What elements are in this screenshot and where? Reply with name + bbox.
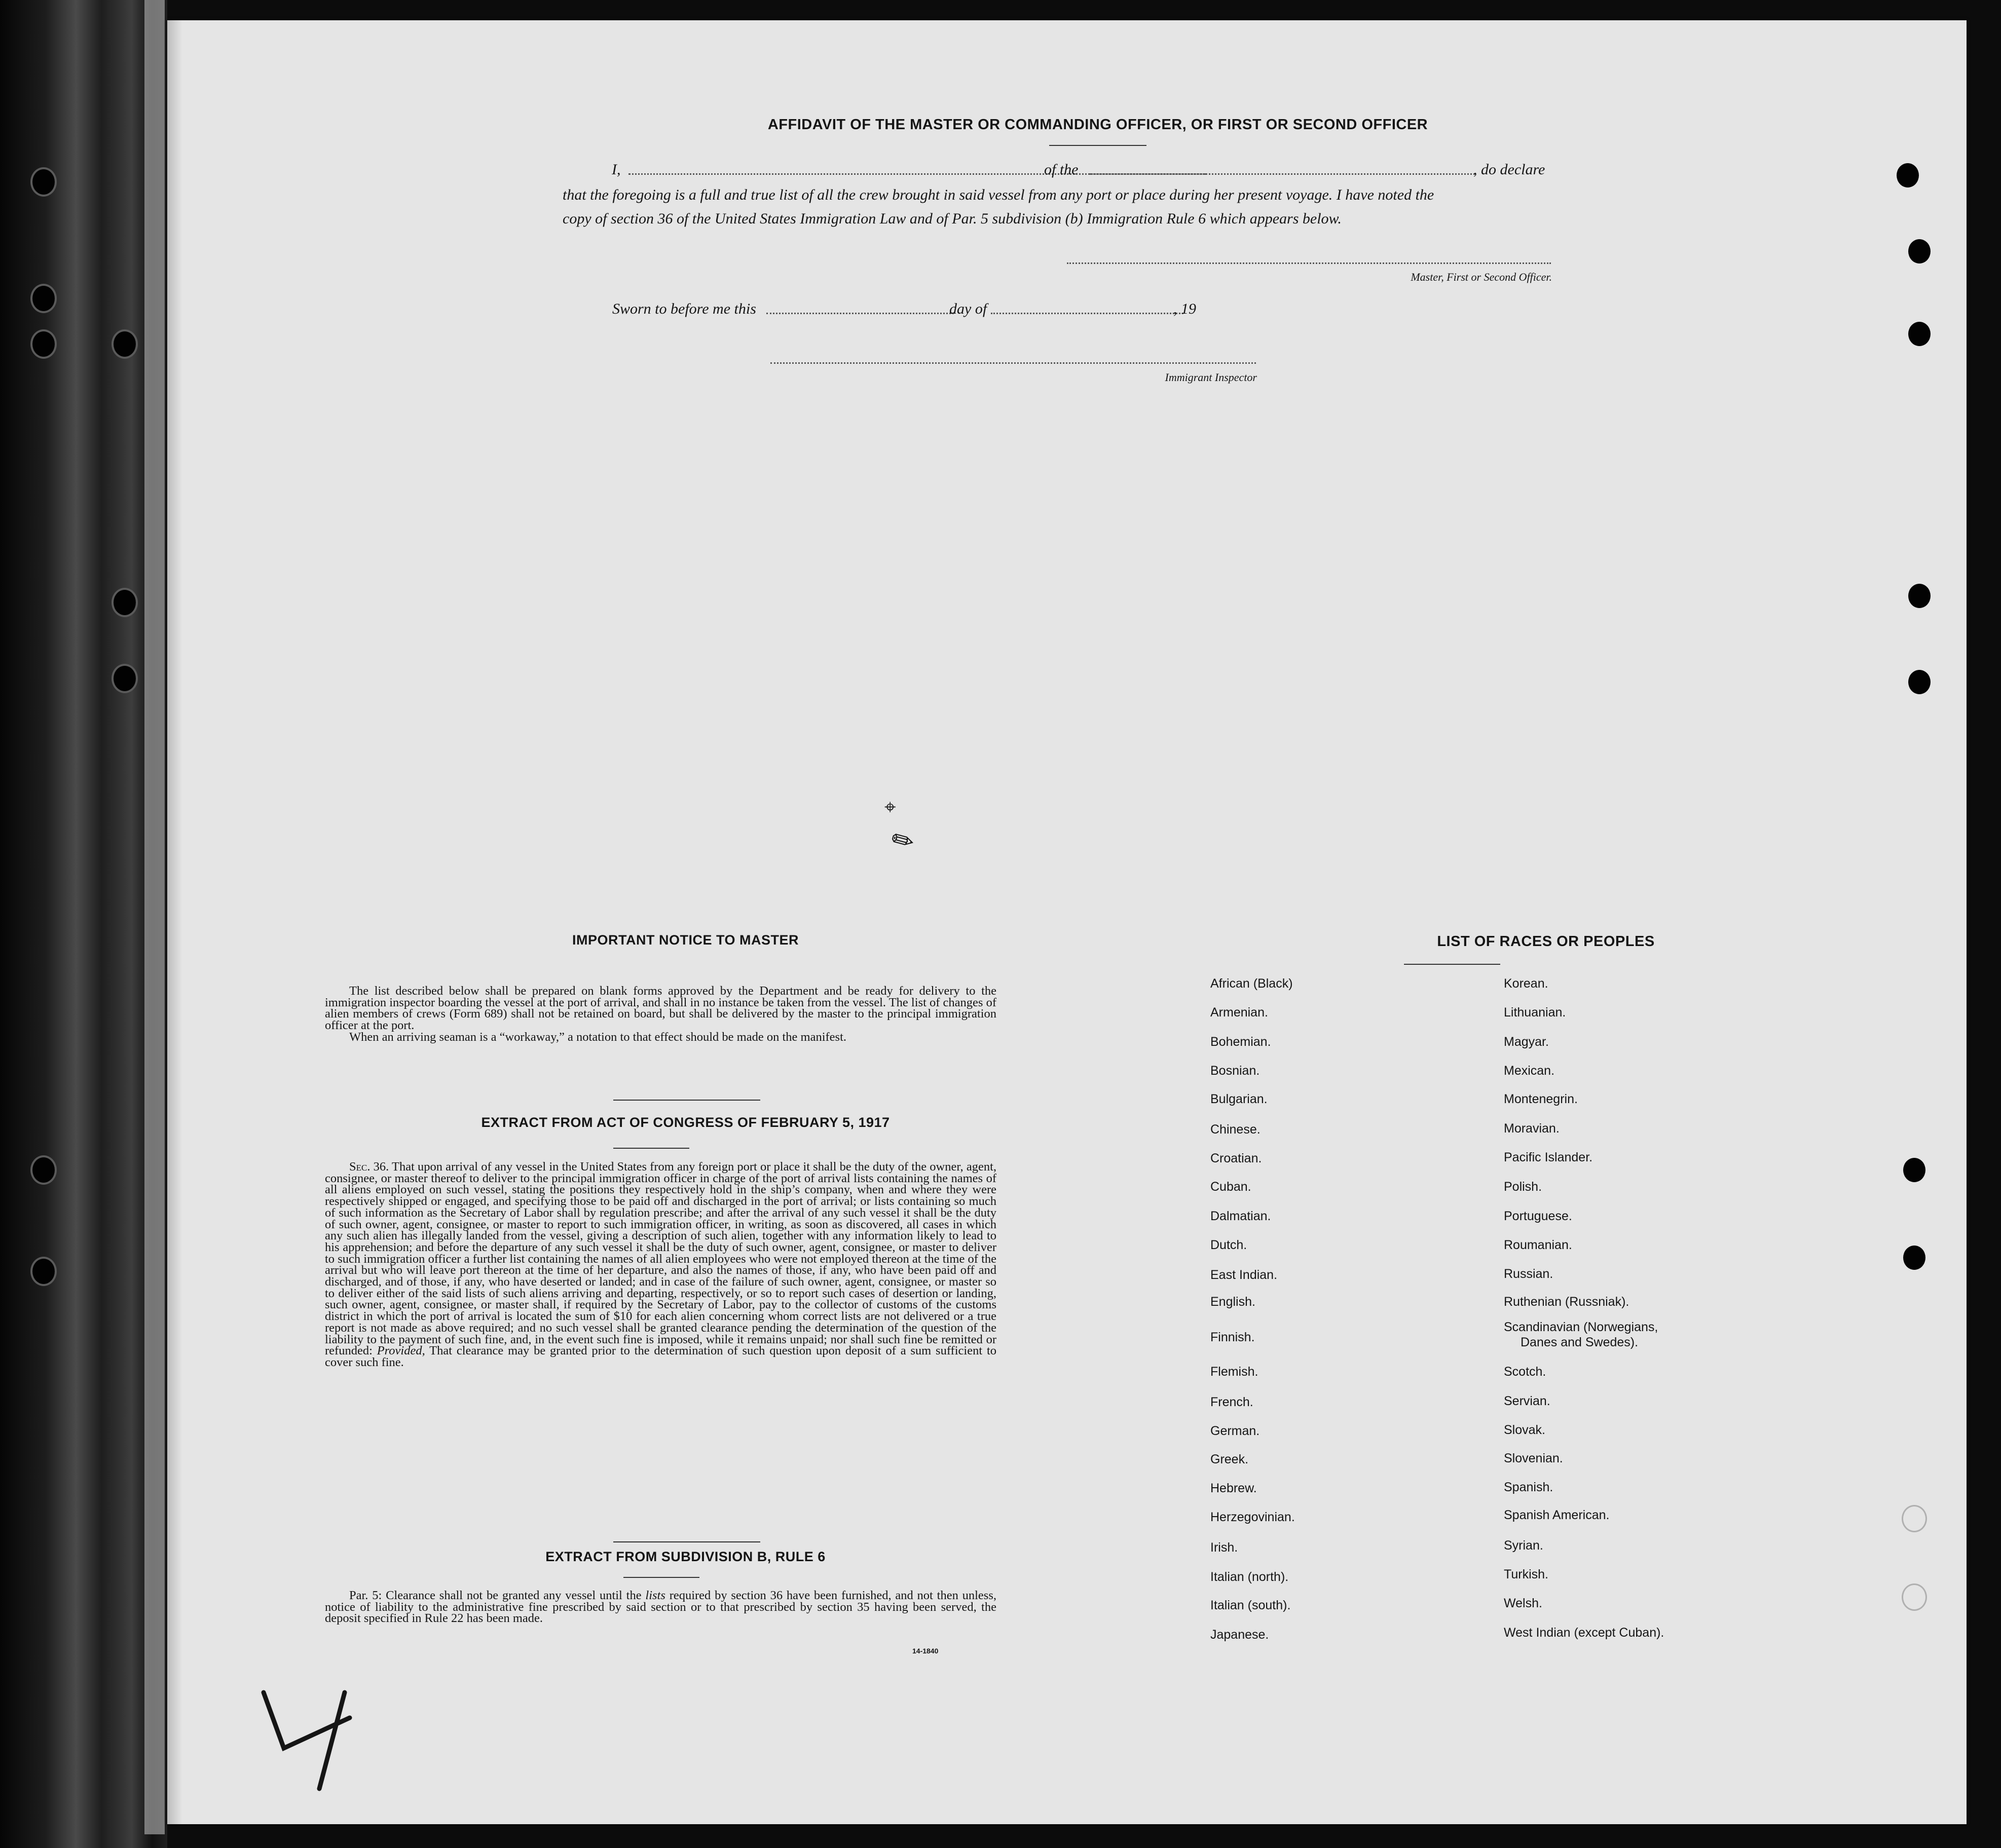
race-right-item: Magyar. (1504, 1035, 1549, 1049)
race-right-item: Danes and Swedes). (1521, 1335, 1639, 1349)
act-title: EXTRACT FROM ACT OF CONGRESS OF FEBRUARY 5, 1917 (481, 1115, 890, 1130)
ink-mark: ✎ (885, 822, 920, 860)
race-left-item: Bohemian. (1210, 1035, 1271, 1049)
race-right-item: Scandinavian (Norwegians, (1504, 1320, 1658, 1334)
binder-hole (30, 1155, 57, 1185)
affidavit-line-3: copy of section 36 of the United States Immigration Law and of Par. 5 subdivision (b) Immigration Rule 6 which appears below. (563, 210, 1342, 227)
race-left-item: Irish. (1210, 1540, 1238, 1555)
form-number: 14-1840 (912, 1647, 939, 1655)
race-right-item: Slovenian. (1504, 1451, 1563, 1465)
sworn-month-line (991, 313, 1183, 314)
race-right-item: Pacific Islander. (1504, 1150, 1593, 1164)
race-right-item: Roumanian. (1504, 1238, 1572, 1252)
master-signature-label: Master, First or Second Officer. (1411, 271, 1552, 283)
race-left-item: Bosnian. (1210, 1064, 1260, 1078)
notice-text (325, 986, 996, 1043)
section-divider (613, 1541, 760, 1542)
affidavit-do-declare: , do declare (1473, 161, 1545, 178)
race-left-item: Hebrew. (1210, 1481, 1257, 1495)
race-right-item: Russian. (1504, 1267, 1553, 1281)
act-proviso-rest: That clearance may be granted prior to the determination of such question upon deposit of a sum sufficient to cover such fine. (325, 1344, 996, 1369)
races-title: LIST OF RACES OR PEOPLES (1437, 933, 1655, 950)
binder-hole (112, 664, 138, 693)
race-right-item: Slovak. (1504, 1423, 1545, 1437)
punch-hole (1903, 1246, 1925, 1270)
race-left-item: Italian (north). (1210, 1570, 1289, 1584)
race-left-item: Cuban. (1210, 1180, 1251, 1194)
race-right-item: Portuguese. (1504, 1209, 1572, 1223)
vessel-name-line (1090, 173, 1475, 175)
race-right-item: West Indian (except Cuban). (1504, 1626, 1664, 1640)
race-right-item: Korean. (1504, 976, 1548, 991)
race-left-item: East Indian. (1210, 1268, 1278, 1282)
binder-hole (30, 329, 57, 359)
race-left-item: English. (1210, 1295, 1255, 1309)
act-text (325, 1161, 996, 1369)
affidavit-i: I, (612, 161, 621, 178)
race-right-item: Welsh. (1504, 1596, 1542, 1610)
page-edge (167, 20, 182, 1824)
punch-hole-faint (1902, 1505, 1927, 1532)
race-right-item: Turkish. (1504, 1567, 1548, 1581)
race-left-item: Finnish. (1210, 1330, 1255, 1344)
rule-body-rest: required by section 36 have been furnished, and not then unless, notice of liability to the administrative fine prescribed by said section or to that prescribed by section 35 having been served, the deposit specified in Rule 22 has been made. (325, 1589, 997, 1626)
rule-body-start: Par. 5: Clearance shall not be granted any vessel until the (349, 1589, 642, 1602)
race-left-item: Dutch. (1210, 1238, 1247, 1252)
race-left-item: Italian (south). (1210, 1598, 1291, 1612)
race-right-item: Syrian. (1504, 1538, 1543, 1553)
section-divider (613, 1100, 760, 1101)
notice-paragraph-2: When an arriving seaman is a “workaway,” a notation to that effect should be made on the manifest. (349, 1030, 847, 1044)
binder-hole (112, 588, 138, 617)
race-right-item: Lithuanian. (1504, 1005, 1566, 1020)
race-left-item: French. (1210, 1395, 1253, 1409)
punch-hole (1908, 670, 1931, 694)
race-left-item: Armenian. (1210, 1005, 1268, 1020)
race-right-item: Spanish. (1504, 1480, 1553, 1494)
punch-hole (1908, 239, 1931, 263)
notice-paragraph-1: The list described below shall be prepared on blank forms approved by the Department and be ready for delivery to the immigration inspector boarding the vessel at the port of arrival, and shall in no instance be taken from the vessel. The list of changes of alien members of crews (Form 689) shall not be retained on board, but shall be delivered by the master to the principal immigration officer at the port. (325, 984, 996, 1033)
punch-hole (1908, 322, 1931, 346)
race-left-item: Greek. (1210, 1452, 1249, 1466)
race-right-item: Mexican. (1504, 1064, 1555, 1078)
inspector-signature-line (770, 362, 1256, 364)
binder-hole (30, 167, 57, 197)
affidavit-title: AFFIDAVIT OF THE MASTER OR COMMANDING OFFICER, OR FIRST OR SECOND OFFICER (767, 117, 1428, 133)
race-right-item: Moravian. (1504, 1121, 1560, 1136)
race-left-item: Flemish. (1210, 1365, 1258, 1379)
binder-strip (144, 0, 165, 1834)
race-left-item: Chinese. (1210, 1122, 1261, 1137)
ink-mark: ⌖ (884, 796, 896, 819)
act-sec-label: Sec. 36. (349, 1160, 389, 1174)
race-left-item: Croatian. (1210, 1151, 1262, 1165)
race-right-item: Scotch. (1504, 1365, 1546, 1379)
race-left-item: Bulgarian. (1210, 1092, 1268, 1106)
binder-hole (30, 1257, 57, 1286)
master-signature-line (1067, 262, 1551, 264)
punch-hole (1897, 163, 1919, 187)
affidavit-line-2: that the foregoing is a full and true list of all the crew brought in said vessel from any port or place during her present voyage. I have noted the (563, 186, 1434, 203)
punch-hole-faint (1902, 1583, 1927, 1611)
rule-title: EXTRACT FROM SUBDIVISION B, RULE 6 (545, 1549, 826, 1564)
race-right-item: Spanish American. (1504, 1508, 1610, 1522)
notice-title: IMPORTANT NOTICE TO MASTER (572, 932, 799, 948)
punch-hole (1903, 1158, 1925, 1182)
act-body: That upon arrival of any vessel in the United States from any foreign port or place it shall be the duty of the owner, agent, consignee, or master thereof to deliver to the principal immigration officer in charge of the port of arrival lists containing the names of all aliens employed on such vessel, stating the positions they respectively hold in the ship’s company, when and where they were respectively shipped or engaged, and specifying those to be paid off and discharged in the port of arrival; or lists containing so much of such information as the Secretary of Labor shall by regulation prescribe; and after the arrival of any such vessel it shall be the duty of such owner, agent, consignee, or master to report to such immigration officer, in writing, as soon as discovered, all cases in which any such alien has illegally landed from the vessel, giving a description of such alien, together with any information likely to lead to his apprehension; and before the departure of any such vessel it shall be the duty of such owner, agent, consignee, or master to deliver to such immigration officer a further list containing the names of all alien employees who were not employed thereon at the time of the arrival but who will leave port thereon at the time of her departure, and also the names of those, if any, who have been paid off and discharged, and of those, if any, who have deserted or landed; and in case of the failure of such owner, agent, consignee, or master so to deliver either of the said lists of such aliens arriving and departing, respectively, or so to report such cases of desertion or landing, such owner, agent, consignee, or master shall, if required by the Secretary of Labor, pay to the collector of customs of the customs district in which the port of arrival is located the sum of $10 for each alien concerning whom correct lists are not delivered or a true report is not made as above required; and no such vessel shall be granted clearance pending the determination of the question of the liability to the payment of such fine, and, in the event such fine is imposed, while it remains unpaid; nor shall such fine be remitted or refunded: (325, 1160, 996, 1358)
sworn-day-line (766, 313, 954, 314)
race-left-item: Herzegovinian. (1210, 1510, 1295, 1524)
race-left-item: African (Black) (1210, 976, 1293, 991)
sworn-day-of: day of (949, 300, 987, 317)
race-right-item: Ruthenian (Russniak). (1504, 1295, 1629, 1309)
rule-lists-word: lists (645, 1589, 665, 1602)
races-divider (1404, 964, 1500, 965)
race-left-item: Japanese. (1210, 1628, 1269, 1642)
sworn-prefix: Sworn to before me this (612, 300, 756, 317)
section-divider (623, 1577, 699, 1578)
affidavit-of-the: of the (1044, 161, 1079, 178)
title-divider (1049, 145, 1146, 146)
section-divider (613, 1148, 689, 1149)
rule-text (325, 1590, 996, 1625)
sworn-year: , 19 (1173, 300, 1196, 317)
document-page (167, 20, 1967, 1824)
race-right-item: Polish. (1504, 1180, 1542, 1194)
race-left-item: Dalmatian. (1210, 1209, 1271, 1223)
act-proviso-word: Provided, (377, 1344, 425, 1358)
race-right-item: Montenegrin. (1504, 1092, 1578, 1106)
race-left-item: German. (1210, 1424, 1260, 1438)
inspector-label: Immigrant Inspector (1165, 371, 1257, 384)
punch-hole (1908, 584, 1931, 608)
race-right-item: Servian. (1504, 1394, 1550, 1408)
binder-spine (0, 0, 167, 1848)
handwritten-checkmark (243, 1672, 360, 1794)
binder-hole (30, 284, 57, 313)
binder-hole (112, 329, 138, 359)
